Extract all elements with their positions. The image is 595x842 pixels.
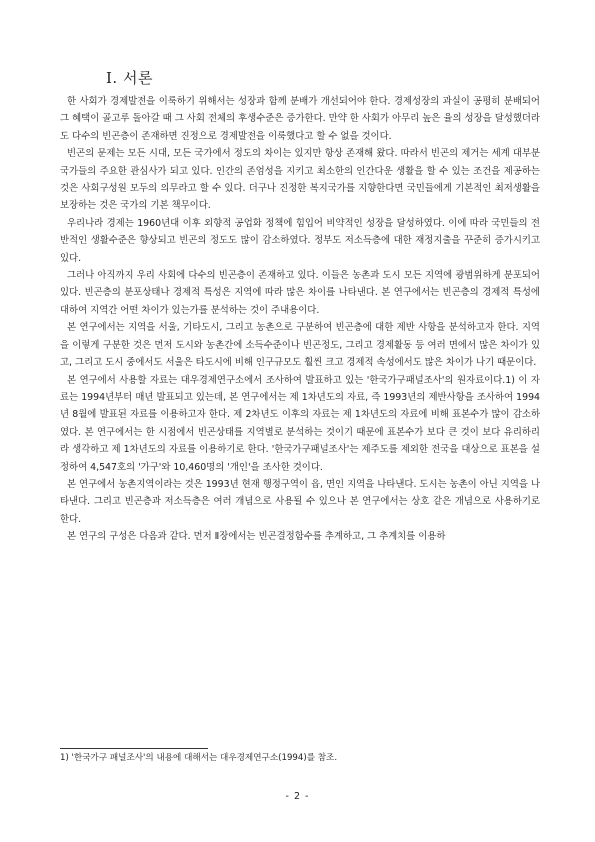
paragraph: 본 연구에서 농촌지역이라는 것은 1993년 현재 행정구역이 읍, 면인 지역을 나타낸다. 도시는 농촌이 아닌 지역을 나타낸다. 그리고 빈곤층과 저소득층은 여러 개념으로 사용될 수 있으나 본 연구에서는 상호 같은 개념으로 사용하기로 한다. <box>60 478 540 525</box>
body-text <box>60 93 540 546</box>
paragraph: 본 연구의 구성은 다음과 같다. 먼저 Ⅱ장에서는 빈곤결정함수를 추계하고, 그 추계치를 이용하 <box>67 531 446 543</box>
paragraph: 한 사회가 경제발전을 이룩하기 위해서는 성장과 함께 분배가 개선되어야 한다. 경제성장의 과실이 공평히 분배되어 그 혜택이 골고루 돌아갈 때 그 사회 전체의 후생수준은 증가한다. 만약 한 사회가 아무리 높은 율의 성장을 달성했더라도 다수의 빈곤층이 존재하면 진정으로 경제발전을 이룩했다고 할 수 없을 것이다. <box>60 96 540 142</box>
footnote-divider <box>60 748 208 749</box>
section-heading: Ⅰ. 서론 <box>106 69 153 87</box>
paragraph: 그러나 아직까지 우리 사회에 다수의 빈곤층이 존재하고 있다. 이들은 농촌과 도시 모든 지역에 광범위하게 분포되어 있다. 빈곤층의 분포상태나 경제적 특성은 지역에 따라 많은 차이를 나타낸다. 본 연구에서는 빈곤층의 경제적 특성에 대하여 지역간 어떤 차이가 있는가를 분석하는 것이 주내용이다. <box>60 270 540 316</box>
footnote: 1) '한국가구 패널조사'의 내용에 대해서는 대우경제연구소(1994)를 참조. <box>60 753 338 763</box>
paragraph: 빈곤의 문제는 모든 시대, 모든 국가에서 정도의 차이는 있지만 항상 존재해 왔다. 따라서 빈곤의 제거는 세계 대부분 국가들의 주요한 관심사가 되고 있다. 인간의 존엄성을 지키고 최소한의 인간다운 생활을 할 수 있는 조건을 제공하는 것은 사회구성원 모두의 의무라고 할 수 있다. 더구나 진정한 복지국가를 지향한다면 국민들에게 기본적인 최저생활을 보장하는 것은 국가의 기본 책무이다. <box>60 148 540 212</box>
paragraph: 본 연구에서 사용할 자료는 대우경제연구소에서 조사하여 발표하고 있는 '한국가구패널조사'의 원자료이다.1) 이 자료는 1994년부터 매년 발표되고 있는데, 본 연구에서는 제 1차년도의 자료, 즉 1993년의 제반사항을 조사하여 1994년 8월에 발표된 자료를 이용하고자 한다. 제 2차년도 이후의 자료는 제 1차년도의 자료에 비해 표본수가 많이 감소하였다. 본 연구에서는 한 시점에서 빈곤상태를 지역별로 분석하는 것이기 때문에 표본수가 보다 큰 것이 보다 유리하리라 생각하고 제 1차년도의 자료를 이용하기로 한다. '한국가구패널조사'는 제주도를 제외한 전국을 대상으로 표본을 설정하여 4,547호의 '가구'와 10,460명의 '개인'을 조사한 것이다. <box>60 374 540 473</box>
paragraph: 본 연구에서는 지역을 서울, 기타도시, 그리고 농촌으로 구분하여 빈곤층에 대한 제반 사항을 분석하고자 한다. 지역을 이렇게 구분한 것은 먼저 도시와 농촌간에 소득수준이나 빈곤정도, 그리고 경제활동 등 여러 면에서 많은 차이가 있고, 그리고 도시 중에서도 서울은 타도시에 비해 인구규모도 훨씬 크고 경제적 속성에서도 많은 차이가 나기 때문이다. <box>60 322 540 369</box>
page-number: - 2 - <box>285 791 310 802</box>
paragraph: 우리나라 경제는 1960년대 이후 외향적 공업화 정책에 힘입어 비약적인 성장을 달성하였다. 이에 따라 국민들의 전반적인 생활수준은 향상되고 빈곤의 정도도 많이 감소하였다. 정부도 저소득층에 대한 재정지출을 꾸준히 증가시키고 있다. <box>60 217 540 264</box>
